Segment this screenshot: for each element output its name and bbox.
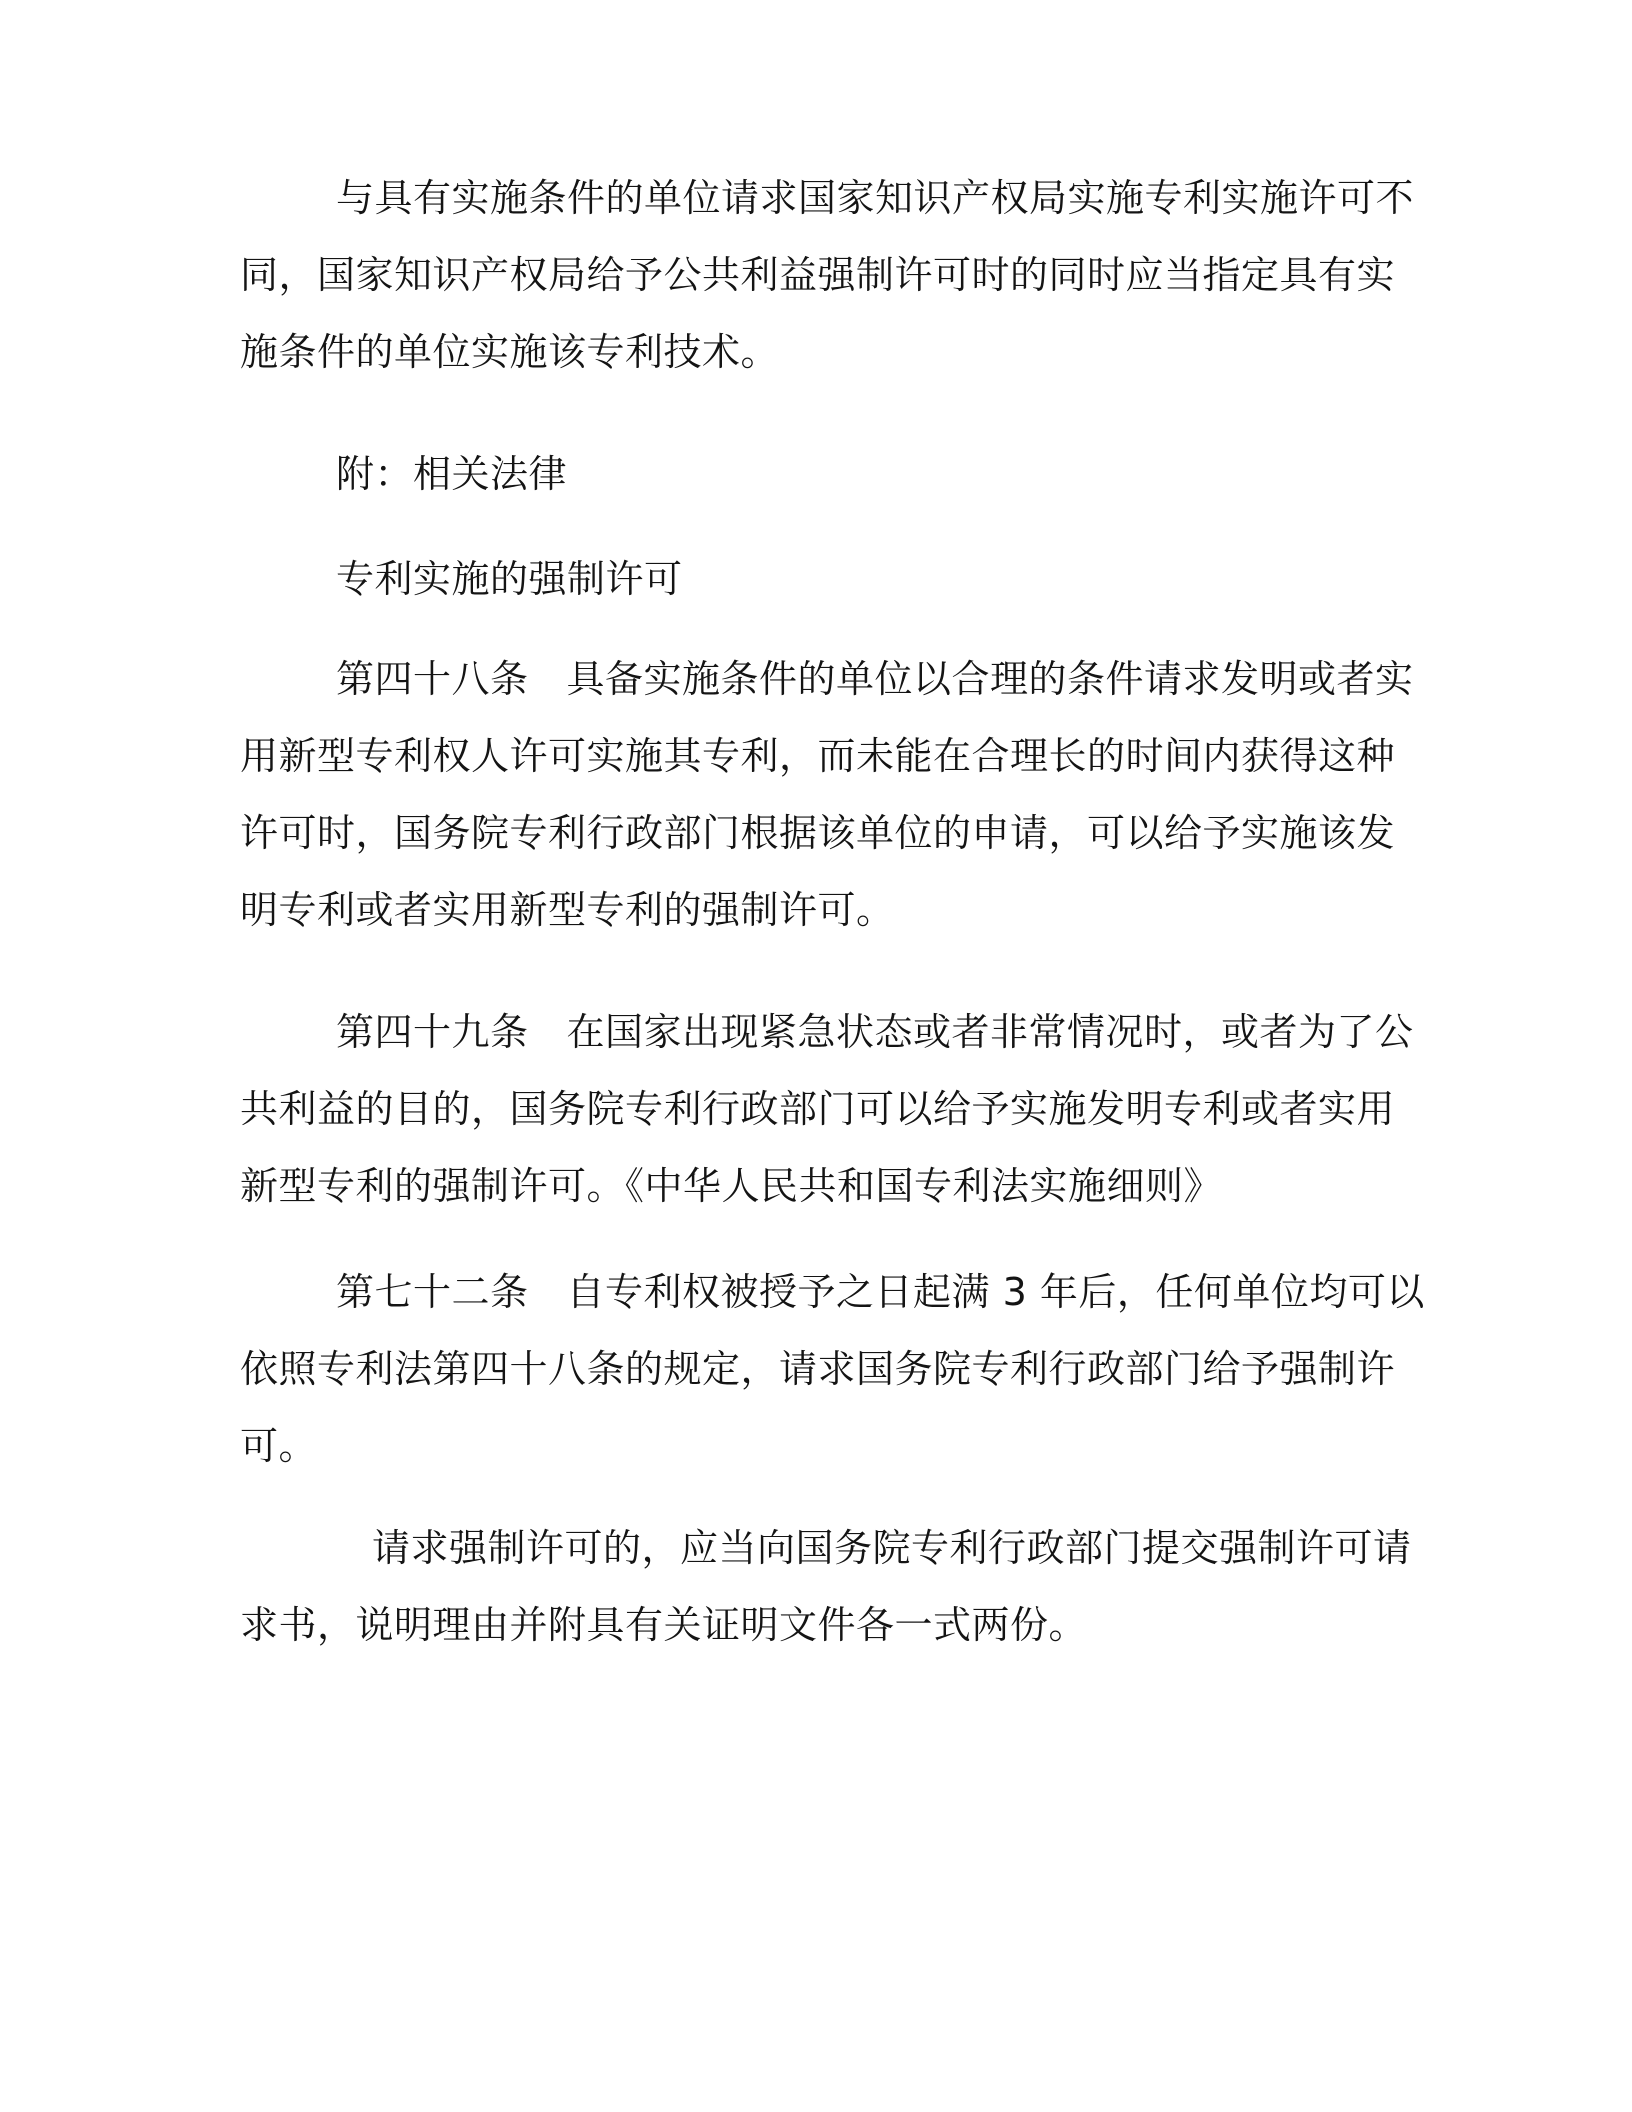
- text-line: 专利实施的强制许可: [336, 557, 683, 601]
- text-line: 共利益的目的，国务院专利行政部门可以给予实施发明专利或者实用: [240, 1087, 1396, 1131]
- paragraph-1: [240, 160, 1415, 391]
- article-text: 在国家出现紧急状态或者非常情况时，或者为了公: [566, 1010, 1414, 1054]
- text-line: [240, 641, 1414, 718]
- article-number: 第七十二条: [336, 1270, 529, 1314]
- text-line: 施条件的单位实施该专利技术。: [240, 330, 780, 374]
- text-line: 许可时，国务院专利行政部门根据该单位的申请，可以给予实施该发: [240, 811, 1396, 855]
- text-line: [240, 994, 1414, 1071]
- text-line: 附：相关法律: [336, 452, 568, 496]
- article-number: 第四十九条: [336, 1010, 529, 1054]
- text-line: 同，国家知识产权局给予公共利益强制许可时的同时应当指定具有实: [240, 253, 1396, 297]
- text-line: 可。: [240, 1424, 318, 1468]
- text-line: 请求强制许可的，应当向国务院专利行政部门提交强制许可请: [372, 1526, 1412, 1570]
- text-line: 与具有实施条件的单位请求国家知识产权局实施专利实施许可不: [336, 176, 1415, 220]
- article-text: 具备实施条件的单位以合理的条件请求发明或者实: [566, 657, 1414, 701]
- paragraph-article-48: [240, 641, 1414, 949]
- text-line: 新型专利的强制许可。《中华人民共和国专利法实施细则》: [240, 1164, 1223, 1208]
- article-number: 第四十八条: [336, 657, 529, 701]
- article-text: 自专利权被授予之日起满 3 年后，任何单位均可以: [566, 1270, 1425, 1314]
- paragraph-section-heading: [240, 541, 1380, 618]
- text-line: 依照专利法第四十八条的规定，请求国务院专利行政部门给予强制许: [240, 1347, 1396, 1391]
- paragraph-article-72: [240, 1254, 1425, 1485]
- text-line: 用新型专利权人许可实施其专利，而未能在合理长的时间内获得这种: [240, 734, 1396, 778]
- paragraph-article-49: [240, 994, 1414, 1225]
- text-line: [240, 1254, 1425, 1331]
- paragraph-request: [240, 1510, 1412, 1664]
- paragraph-appendix-heading: [240, 436, 1380, 513]
- text-line: 求书，说明理由并附具有关证明文件各一式两份。: [240, 1603, 1088, 1647]
- text-line: 明专利或者实用新型专利的强制许可。: [240, 888, 895, 932]
